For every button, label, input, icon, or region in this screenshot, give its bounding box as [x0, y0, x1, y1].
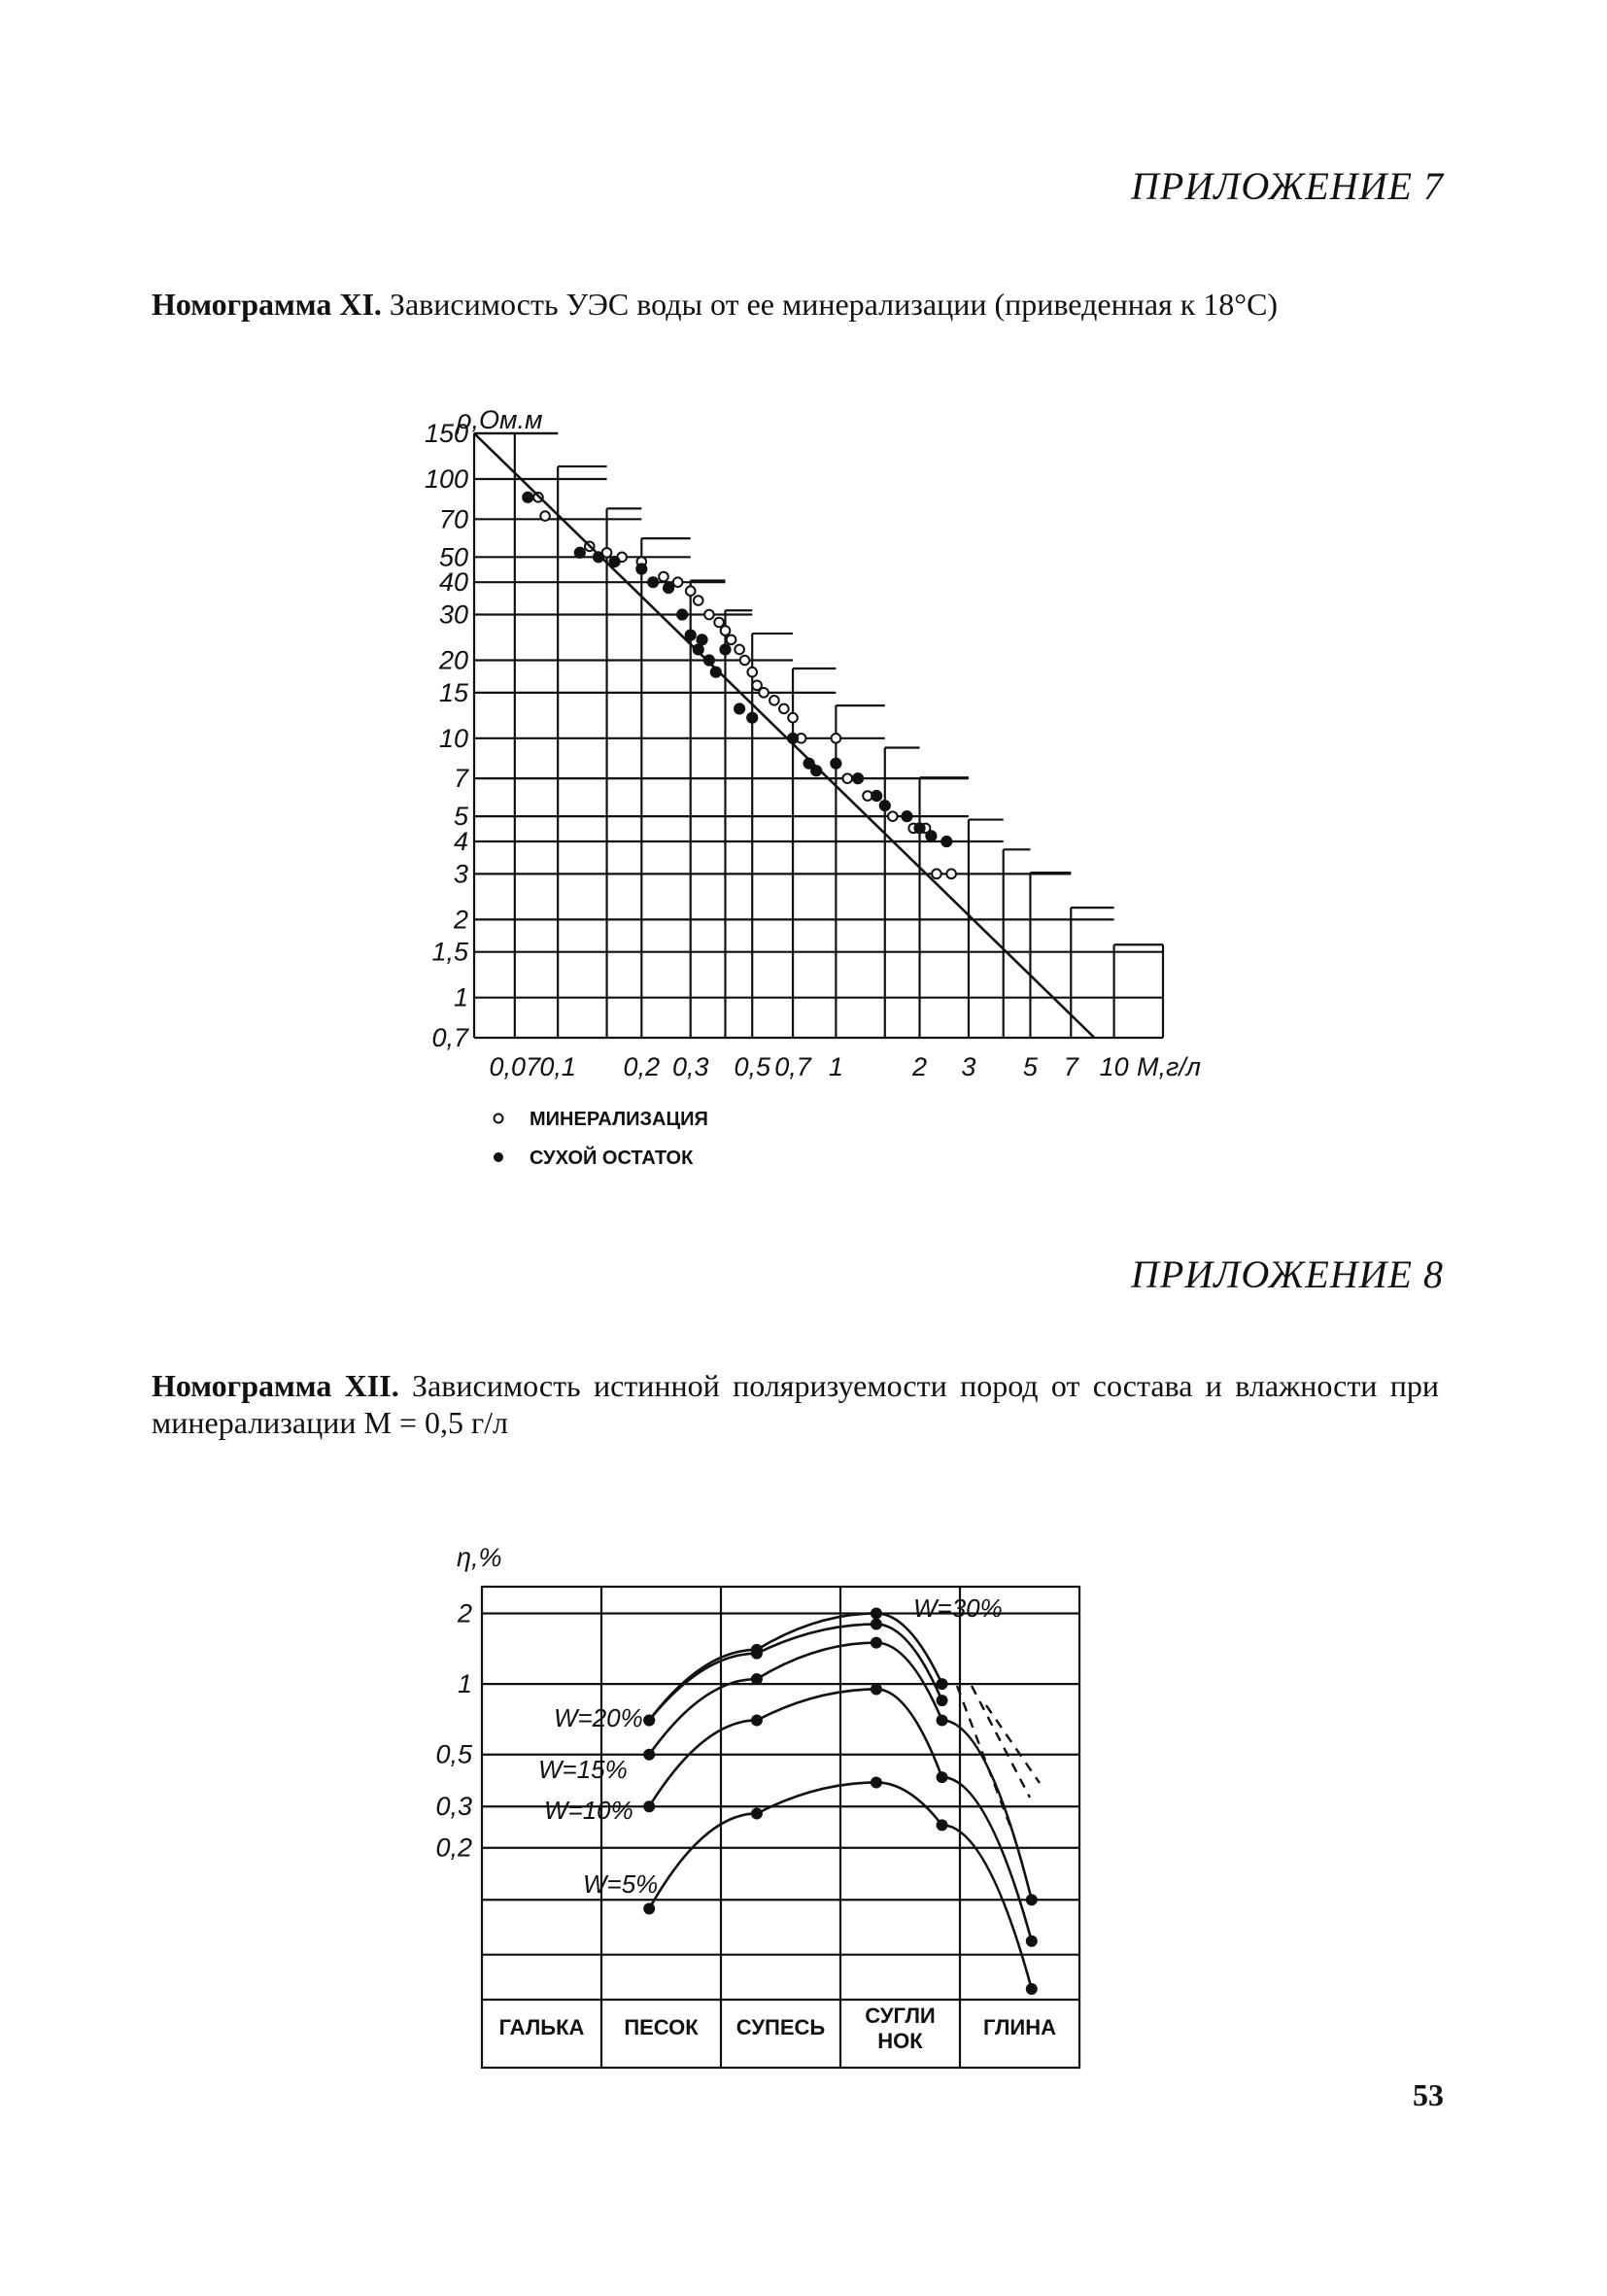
y-tick-label: 1: [453, 982, 468, 1012]
curve-point: [1026, 1983, 1038, 1995]
curve-point: [643, 1749, 655, 1761]
x-tick-label: 0,3: [671, 1052, 709, 1081]
curve-label: W=10%: [544, 1796, 633, 1825]
category-label: ГЛИНА: [983, 2015, 1056, 2039]
curve-point: [1026, 1894, 1038, 1905]
x-tick-label: 7: [1063, 1052, 1078, 1081]
curve-point: [643, 1714, 655, 1726]
y-tick-label: 7: [453, 764, 468, 794]
dashed-extension: [986, 1705, 1040, 1783]
curve-point: [751, 1714, 763, 1726]
curve-label: W=5%: [583, 1869, 659, 1899]
dashed-extension: [972, 1686, 1030, 1798]
curve-point: [1026, 1936, 1038, 1947]
curve-point: [751, 1673, 763, 1685]
curve-point: [937, 1695, 948, 1706]
y-tick-label: 2: [457, 1598, 472, 1628]
y-tick-label: 0,3: [435, 1792, 472, 1822]
category-label: СУГЛИ НОК: [865, 2004, 936, 2053]
nomogram-11-caption-label: Номограмма XI.: [152, 287, 382, 322]
y-axis-label: ρ,Ом.м: [457, 405, 543, 434]
curve-point: [871, 1637, 882, 1649]
x-tick-label: 0,1: [539, 1052, 576, 1081]
x-tick-label: 10: [1099, 1052, 1129, 1081]
y-tick-label: 20: [438, 645, 468, 675]
x-tick-label: 3: [961, 1052, 976, 1081]
category-label: ГАЛЬКА: [498, 2015, 585, 2039]
y-tick-label: 50: [438, 542, 468, 572]
curve-point: [871, 1683, 882, 1695]
x-tick-label: 0,7: [774, 1052, 811, 1081]
y-tick-label: 0,5: [435, 1739, 472, 1769]
curve-point: [871, 1619, 882, 1630]
y-tick-label: 1: [457, 1669, 472, 1699]
y-tick-label: 3: [453, 859, 468, 889]
curve-point: [643, 1800, 655, 1812]
y-tick-label: 2: [453, 905, 468, 935]
x-tick-label: 0,2: [623, 1052, 661, 1081]
x-axis-label: М,г/л: [1137, 1052, 1202, 1081]
y-tick-label: 1,5: [431, 937, 468, 967]
page-number: 53: [1413, 2077, 1444, 2112]
curve-point: [937, 1771, 948, 1783]
appendix-8-heading: ПРИЛОЖЕНИЕ 8: [1131, 1252, 1444, 1296]
y-tick-label: 10: [438, 723, 468, 753]
nomogram-12-caption-label: Номограмма XII.: [152, 1368, 399, 1403]
appendix-7-heading: ПРИЛОЖЕНИЕ 7: [1131, 164, 1444, 208]
y-axis-label: η,%: [457, 1543, 502, 1572]
x-tick-label: 5: [1022, 1052, 1038, 1081]
y-tick-label: 150: [424, 419, 468, 448]
curve-point: [871, 1607, 882, 1619]
x-tick-label: 2: [912, 1052, 928, 1081]
legend-label-mineralization: МИНЕРАЛИЗАЦИЯ: [530, 1109, 708, 1130]
y-tick-label: 100: [424, 463, 468, 494]
curve-point: [751, 1648, 763, 1660]
category-label: СУПЕСЬ: [735, 2015, 826, 2039]
x-tick-label: 0,5: [734, 1052, 770, 1081]
y-tick-label: 5: [453, 802, 468, 832]
curve-label: W=20%: [554, 1703, 643, 1732]
curve-point: [937, 1678, 948, 1690]
nomogram-11-caption-text: Зависимость УЭС воды от ее минерализации (приведенная к 18°С): [381, 287, 1279, 322]
y-tick-label: 15: [438, 677, 468, 707]
curve-label: W=30%: [913, 1593, 1003, 1623]
nomogram-12-caption-text: Зависимость истинной поляризуемости пород от состава и влажности при минерализации М = 0,5 г/л: [152, 1368, 1440, 1440]
curve-point: [937, 1819, 948, 1831]
y-tick-label: 0,7: [431, 1023, 468, 1052]
curve-point: [937, 1714, 948, 1726]
curve-label: W=15%: [538, 1755, 628, 1784]
category-label: ПЕСОК: [624, 2015, 699, 2039]
legend-label-dry-residue: СУХОЙ ОСТАТОК: [530, 1148, 694, 1169]
y-tick-label: 0,2: [435, 1833, 472, 1863]
y-tick-label: 4: [453, 827, 468, 857]
x-tick-label: 0,07: [489, 1052, 541, 1081]
y-tick-label: 30: [438, 600, 468, 630]
chart-frame: [482, 1587, 1079, 2068]
curve-point: [871, 1776, 882, 1788]
x-tick-label: 1: [828, 1052, 843, 1081]
curve-point: [751, 1807, 763, 1819]
y-tick-label: 40: [438, 567, 468, 598]
y-tick-label: 70: [438, 504, 468, 534]
curve-point: [643, 1902, 655, 1914]
